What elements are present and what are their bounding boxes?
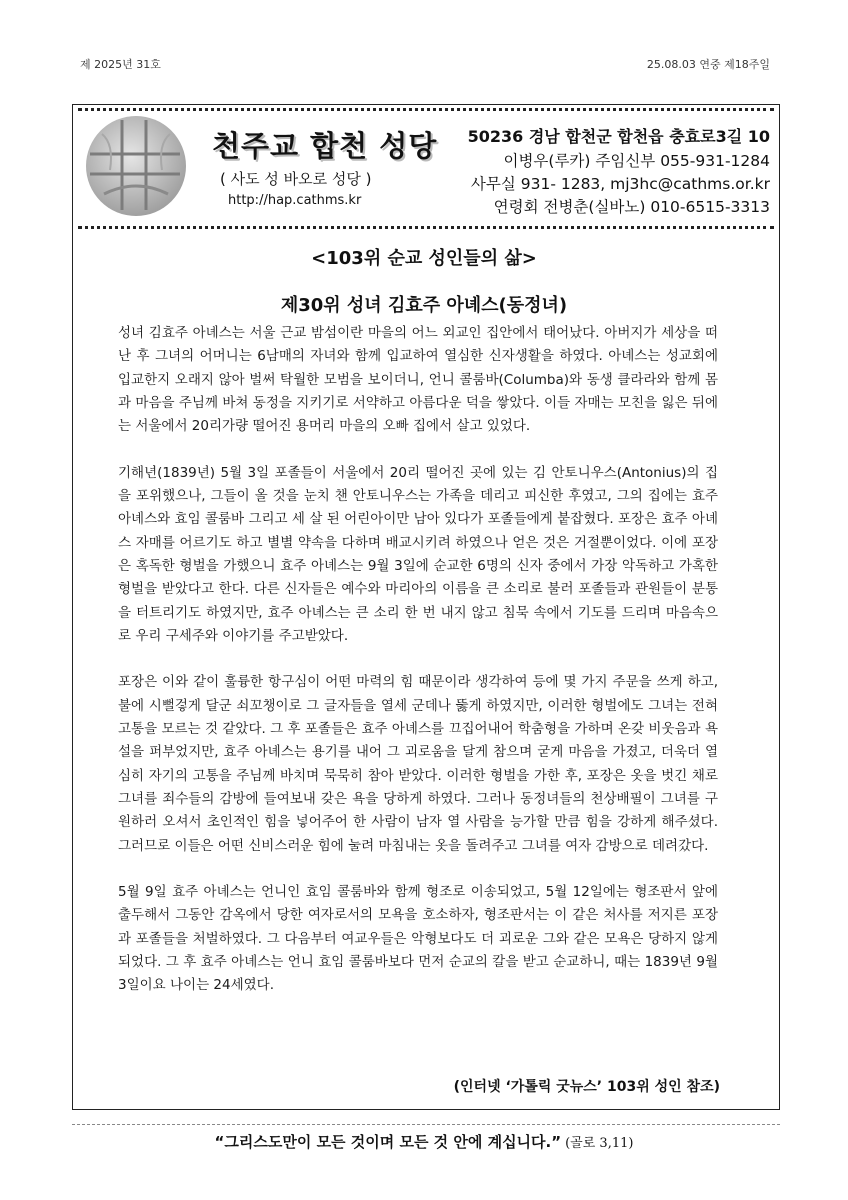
footer-quote [0,1131,848,1152]
article-paragraph: 기해년(1839년) 5월 3일 포졸들이 서울에서 20리 떨어진 곳에 있는 김 안토니우스(Antonius)의 집을 포위했으나, 그들이 올 것을 눈치 챈 안토니우스는 가족을 데리고 피신한 후였고, 그의 집에는 효주 아녜스와 효임 콜룸바 그리고 세 살 된 어린아이만 남아 있다가 포졸들에게 붙잡혔다. 포장은 효주 아녜스 자매를 어르기도 하고 별별 약속을 다하며 배교시키려 하였으나 얻은 것은 거절뿐이었다. 이에 포장은 혹독한 형벌을 가했으니 효주 아녜스는 9월 3일에 순교한 6명의 신자 중에서 가장 악독하고 가혹한 형벌을 받았다고 한다. 다른 신자들은 예수와 마리아의 이름을 큰 소리로 불러 포졸들과 관원들이 분통을 터트리기도 하였지만, 효주 아녜스는 큰 소리 한 번 내지 않고 침묵 속에서 기도를 드리며 마음속으로 우리 구세주와 이야기를 주고받았다. [118,464,718,644]
church-name: 천주교 합천 성당 [212,129,438,163]
article-source: (인터넷 ‘가톨릭 굿뉴스’ 103위 성인 참조) [453,1079,720,1095]
church-logo [84,114,188,218]
series-title: <103위 순교 성인들의 삶> [311,248,537,269]
article-paragraph: 포장은 이와 같이 훌륭한 항구심이 어떤 마력의 힘 때문이라 생각하여 등에 몇 가지 주문을 쓰게 하고, 불에 시뻘겋게 달군 쇠꼬챙이로 그 글자들을 열세 군데나 뚫게 하였지만, 이러한 형벌에도 그녀는 전혀 고통을 모르는 것 같았다. 그 후 포졸들은 효주 아녜스를 끄집어내어 학춤형을 가하며 온갖 비웃음과 욕설을 퍼부었지만, 효주 아녜스는 용기를 내어 그 괴로움을 달게 참으며 굳게 마음을 가졌고, 더욱더 열심히 자기의 고통을 주님께 바치며 묵묵히 참아 받았다. 이러한 형벌을 가한 후, 포장은 옷을 벗긴 채로 그녀를 죄수들의 감방에 들여보내 갖은 욕을 당하게 하였다. 그러나 동정녀들의 천상배필이 그녀를 구원하러 오셔서 초인적인 힘을 넣어주어 한 사람이 남자 열 사람을 능가할 만큼 힘을 강하게 해주셨다. 그러므로 이들은 어떤 신비스러운 힘에 눌려 마침내는 옷을 돌려주고 그녀를 여자 감방으로 데려갔다. [118,674,718,854]
office-contact: 사무실 931- 1283, mj3hc@cathms.or.kr [470,175,770,193]
article-body [118,322,718,1021]
article-paragraph: 5월 9일 효주 아녜스는 언니인 효임 콜룸바와 함께 형조로 이송되었고, 5월 12일에는 형조판서 앞에 출두해서 그동안 감옥에서 당한 여자로서의 모욕을 호소하자, 형조판서는 이 같은 처사를 저지른 포장과 포졸들을 처벌하였다. 그 다음부터 여교우들은 악형보다도 더 괴로운 그와 같은 모욕은 당하지 않게 되었다. 그 후 효주 아녜스는 언니 효임 콜룸바보다 먼저 순교의 칼을 받고 순교하니, 때는 1839년 9월 3일이요 나이는 24세였다. [118,884,718,994]
issue-number: 제 2025년 31호 [80,58,161,71]
church-address: 50236 경남 합천군 합천읍 충효로3길 10 [467,127,770,146]
council-contact: 연령회 전병춘(실바노) 010-6515-3313 [493,198,770,216]
header-dotted-divider [78,226,774,229]
quote-reference: (골로 3,11) [565,1136,634,1151]
top-dotted-divider [78,108,774,111]
footer-dashed-divider [72,1124,780,1125]
issue-date: 25.08.03 연중 제18주일 [646,58,770,71]
article-title: 제30위 성녀 김효주 아녜스(동정녀) [280,295,568,316]
quote-text: “그리스도만이 모든 것이며 모든 것 안에 계십니다.” [214,1133,562,1151]
church-url[interactable]: http://hap.cathms.kr [228,193,362,208]
pastor-contact: 이병우(루카) 주임신부 055-931-1284 [503,152,770,170]
article-paragraph: 성녀 김효주 아녜스는 서울 근교 밤섬이란 마을의 어느 외교인 집안에서 태어났다. 아버지가 세상을 떠난 후 그녀의 어머니는 6남매의 자녀와 함께 입교하여 열심한 신자생활을 하였다. 아녜스는 성교회에 입교한지 오래지 않아 벌써 탁월한 모범을 보이더니, 언니 콜룸바(Columba)와 동생 클라라와 함께 몸과 마음을 주님께 바쳐 동정을 지키기로 서약하고 아름다운 덕을 쌓았다. 이들 자매는 모친을 잃은 뒤에는 서울에서 20리가량 떨어진 용머리 마을의 오빠 집에서 살고 있었다. [118,325,718,435]
church-subtitle: ( 사도 성 바오로 성당 ) [220,170,372,188]
